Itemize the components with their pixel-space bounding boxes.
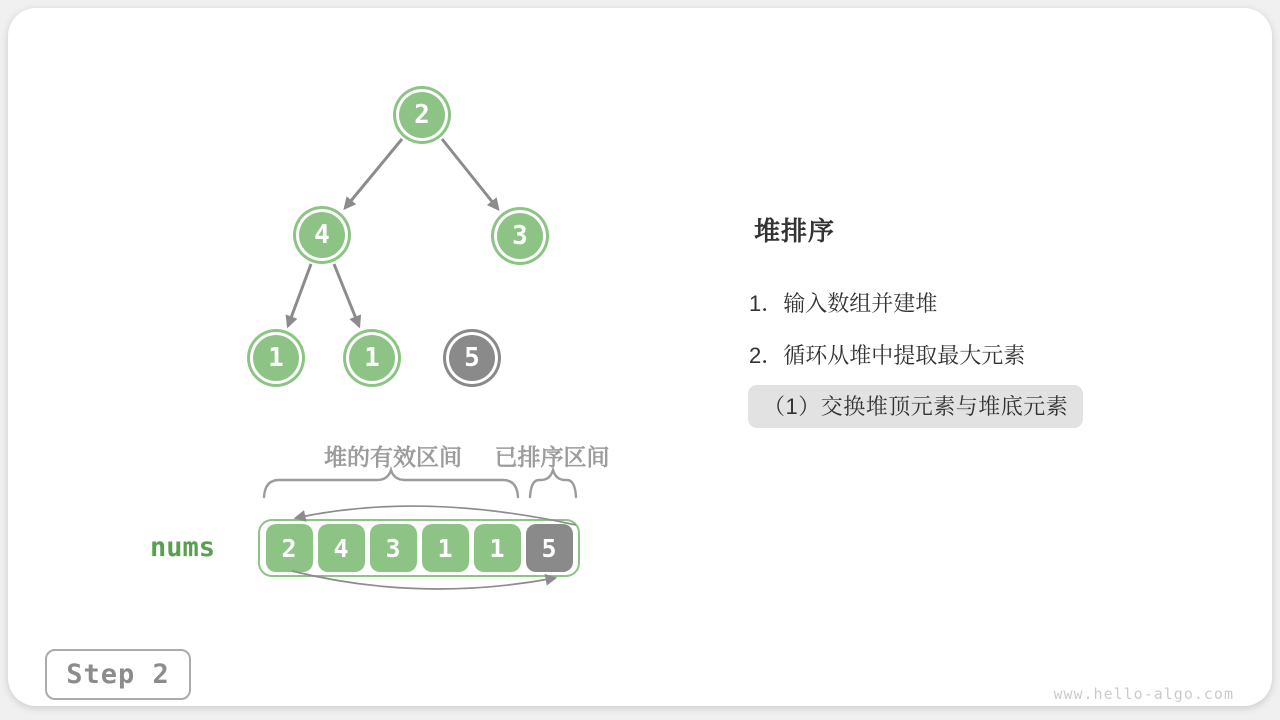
panel-step-2: 2．循环从堆中提取最大元素 xyxy=(749,343,1026,368)
tree-node-right xyxy=(497,213,543,259)
array-cell-value: 2 xyxy=(281,533,297,563)
diagram-overlay xyxy=(8,8,1280,720)
tree-node-sorted xyxy=(449,335,495,381)
sorted-region-label: 已排序区间 xyxy=(494,444,610,470)
nums-array xyxy=(258,519,580,577)
array-cell-value: 3 xyxy=(385,533,401,563)
figure-card xyxy=(8,8,1272,706)
heap-region-label: 堆的有效区间 xyxy=(324,444,462,470)
array-cell xyxy=(318,524,365,572)
tree-node-leaf xyxy=(349,335,395,381)
watermark: www.hello-algo.com xyxy=(1053,685,1234,703)
array-cell-value: 1 xyxy=(489,533,505,563)
array-cell-value: 5 xyxy=(541,533,557,563)
heap-region-brace-icon xyxy=(264,470,518,497)
region-braces xyxy=(264,470,576,497)
edge-arrow-icon xyxy=(334,264,359,326)
tree-node-value: 3 xyxy=(512,221,528,251)
tree-node-value: 5 xyxy=(464,343,480,373)
step-badge xyxy=(45,649,191,700)
edge-arrow-icon xyxy=(288,264,311,326)
tree-node-value: 4 xyxy=(314,220,330,250)
tree-node-root xyxy=(399,92,445,138)
panel-highlighted-substep: （1）交换堆顶元素与堆底元素 xyxy=(748,385,1083,428)
tree-node-left xyxy=(299,212,345,258)
array-cell-value: 1 xyxy=(437,533,453,563)
edge-arrow-icon xyxy=(345,139,402,208)
tree-node-value: 1 xyxy=(364,343,380,373)
edge-arrow-icon xyxy=(442,139,498,209)
array-cell-sorted xyxy=(526,524,573,572)
array-cell xyxy=(422,524,469,572)
array-name-label: nums xyxy=(150,532,216,563)
panel-title: 堆排序 xyxy=(754,216,836,246)
panel-step-1: 1．输入数组并建堆 xyxy=(749,291,938,316)
step-badge-label: Step 2 xyxy=(66,659,170,690)
sorted-region-brace-icon xyxy=(530,470,576,497)
tree-node-value: 1 xyxy=(268,343,284,373)
array-cell-value: 4 xyxy=(333,533,349,563)
tree-node-leaf xyxy=(253,335,299,381)
array-cell xyxy=(474,524,521,572)
tree-node-value: 2 xyxy=(414,100,430,130)
array-cell xyxy=(266,524,313,572)
array-cell xyxy=(370,524,417,572)
